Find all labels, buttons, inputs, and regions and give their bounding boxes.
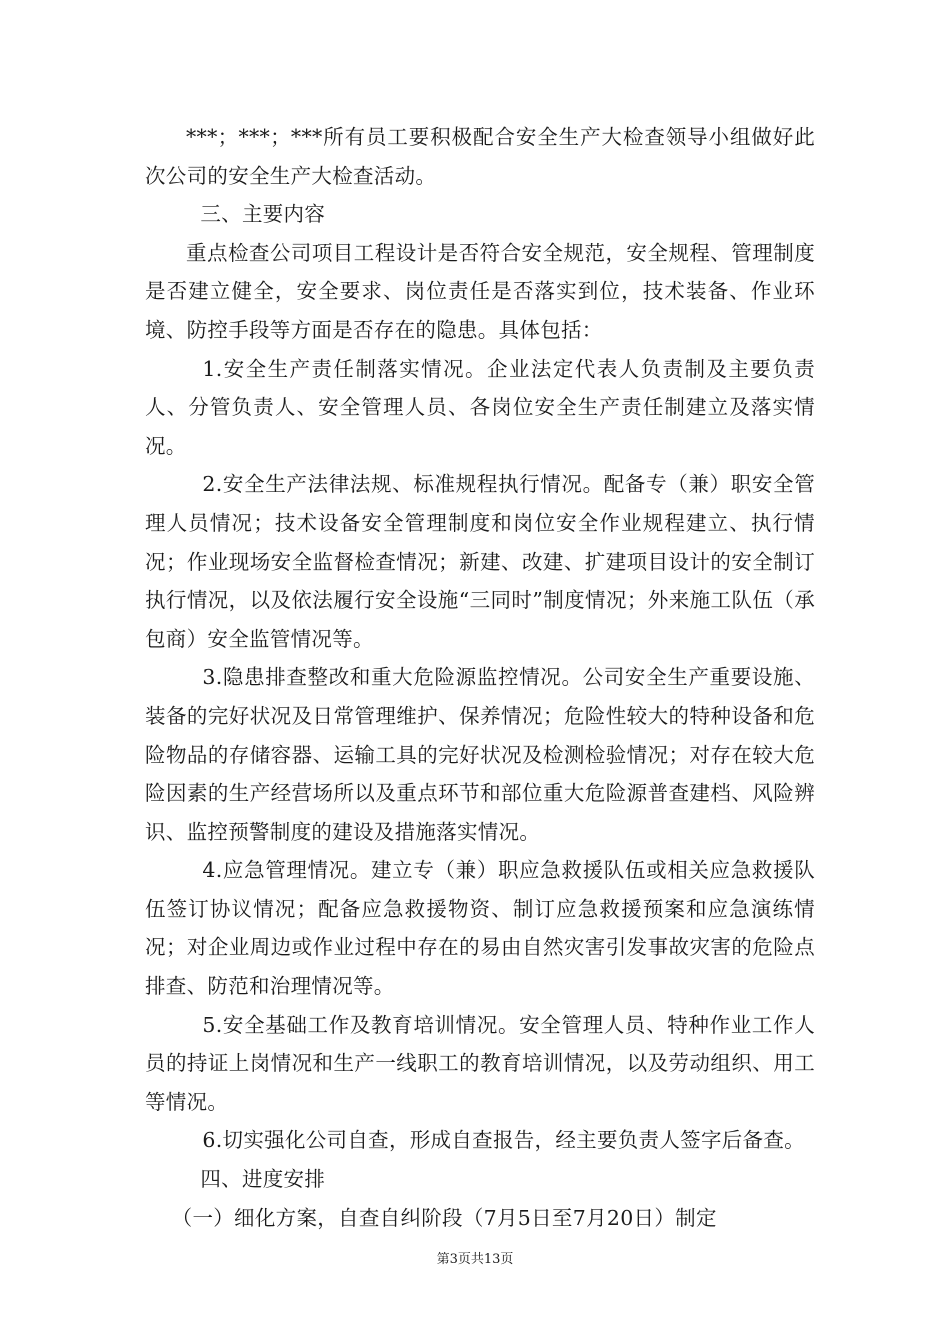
paragraph-leaders: ***；***；***所有员工要积极配合安全生产大检查领导小组做好此次公司的安全生产大检查活动。 [145,125,815,188]
page-number: 第3页共13页 [436,1252,514,1267]
list-item-6: 6.切实强化公司自查，形成自查报告，经主要负责人签字后备查。 [202,1128,805,1153]
list-item-5: 5.安全基础工作及教育培训情况。安全管理人员、特种作业工作人员的持证上岗情况和生产一线职工的教育培训情况，以及劳动组织、用工等情况。 [145,1012,815,1114]
list-item-3: 3.隐患排查整改和重大危险源监控情况。公司安全生产重要设施、装备的完好状况及日常管理维护、保养情况；危险性较大的特种设备和危险物品的存储容器、运输工具的完好状况及检测检验情况；对存在较大危险因素的生产经营场所以及重点环节和部位重大危险源普查建档、风险辨识、监控预警制度的建设及措施落实情况。 [145,665,815,844]
list-item-1: 1.安全生产责任制落实情况。企业法定代表人负责制及主要负责人、分管负责人、安全管理人员、各岗位安全生产责任制建立及落实情况。 [145,356,815,458]
section-heading-schedule: 四、进度安排 [200,1167,326,1192]
document-body [145,118,815,1237]
paragraph-phase-1: （一）细化方案，自查自纠阶段（7月5日至7月20日）制定 [171,1205,717,1230]
list-item-4: 4.应急管理情况。建立专（兼）职应急救援队伍或相关应急救援队伍签订协议情况；配备应急救援物资、制订应急救援预案和应急演练情况；对企业周边或作业过程中存在的易由自然灾害引发事故灾害的危险点排查、防范和治理情况等。 [145,858,815,999]
section-heading-main-content: 三、主要内容 [200,202,326,227]
list-item-2: 2.安全生产法律法规、标准规程执行情况。配备专（兼）职安全管理人员情况；技术设备安全管理制度和岗位安全作业规程建立、执行情况；作业现场安全监督检查情况；新建、改建、扩建项目设计的安全制订执行情况，以及依法履行安全设施“三同时”制度情况；外来施工队伍（承包商）安全监管情况等。 [145,472,815,651]
paragraph-focus: 重点检查公司项目工程设计是否符合安全规范，安全规程、管理制度是否建立健全，安全要求、岗位责任是否落实到位，技术装备、作业环境、防控手段等方面是否存在的隐患。具体包括： [145,240,815,342]
